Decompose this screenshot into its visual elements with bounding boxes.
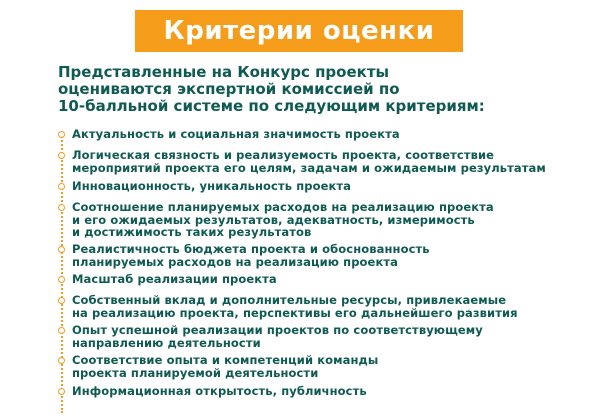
- criterion-line: Собственный вклад и дополнительные ресурсы, привлекаемые: [72, 293, 507, 307]
- criterion-text: [72, 243, 430, 268]
- criterion-text: [72, 273, 277, 286]
- bullet-circle-icon: [58, 204, 65, 211]
- criterion-line: и достижимость таких результатов: [72, 225, 312, 239]
- criterion-line: Соответствие опыта и компетенций команды: [72, 353, 379, 367]
- criterion-line: и его ожидаемых результатов, адекватность, измеримость: [72, 212, 475, 227]
- criterion-text: [72, 385, 367, 398]
- criterion-line: планируемых расходов на реализацию проекта: [72, 254, 398, 269]
- criterion-line: Масштаб реализации проекта: [72, 272, 277, 286]
- bullet-circle-icon: [58, 246, 65, 253]
- criterion-line: направлению деятельности: [72, 335, 261, 350]
- intro-line: Представленные на Конкурс проекты: [58, 63, 390, 81]
- criterion-line: Опыт успешной реализации проектов по соответствующему: [72, 323, 483, 337]
- bullet-circle-icon: [58, 388, 65, 395]
- criterion-line: Информационная открытость, публичность: [72, 384, 367, 398]
- criterion-text: [72, 149, 546, 174]
- intro-line: 10-балльной системе по следующим критериям:: [58, 97, 485, 115]
- criterion-text: [72, 294, 518, 319]
- criterion-line: проекта планируемой деятельности: [72, 365, 319, 380]
- intro-line: оцениваются экспертной комиссией по: [58, 80, 400, 98]
- bullet-circle-icon: [58, 357, 65, 364]
- bullet-circle-icon: [58, 183, 65, 190]
- criterion-line: мероприятий проекта его целям, задачам и ожидаемым результатам: [72, 160, 546, 175]
- criterion-text: [72, 324, 483, 349]
- criterion-text: [72, 354, 378, 379]
- criterion-text: [72, 201, 494, 239]
- criterion-text: [72, 128, 400, 141]
- criteria-list: [58, 0, 598, 420]
- criterion-line: Реалистичность бюджета проекта и обоснованность: [72, 242, 430, 256]
- bullet-circle-icon: [58, 131, 65, 138]
- criterion-line: Логическая связность и реализуемость проекта, соответствие: [72, 148, 495, 162]
- bullet-circle-icon: [58, 327, 65, 334]
- bullet-circle-icon: [58, 297, 65, 304]
- page-title: Критерии оценки: [163, 16, 435, 46]
- criterion-line: Актуальность и социальная значимость проекта: [72, 127, 400, 141]
- criterion-line: на реализацию проекта, перспективы его дальнейшего развития: [72, 305, 518, 320]
- criterion-text: [72, 180, 351, 193]
- criterion-line: Соотношение планируемых расходов на реализацию проекта: [72, 200, 494, 214]
- timeline-dotted-line: [61, 133, 63, 413]
- criterion-line: Инновационность, уникальность проекта: [72, 179, 352, 193]
- bullet-circle-icon: [58, 152, 65, 159]
- bullet-circle-icon: [58, 276, 65, 283]
